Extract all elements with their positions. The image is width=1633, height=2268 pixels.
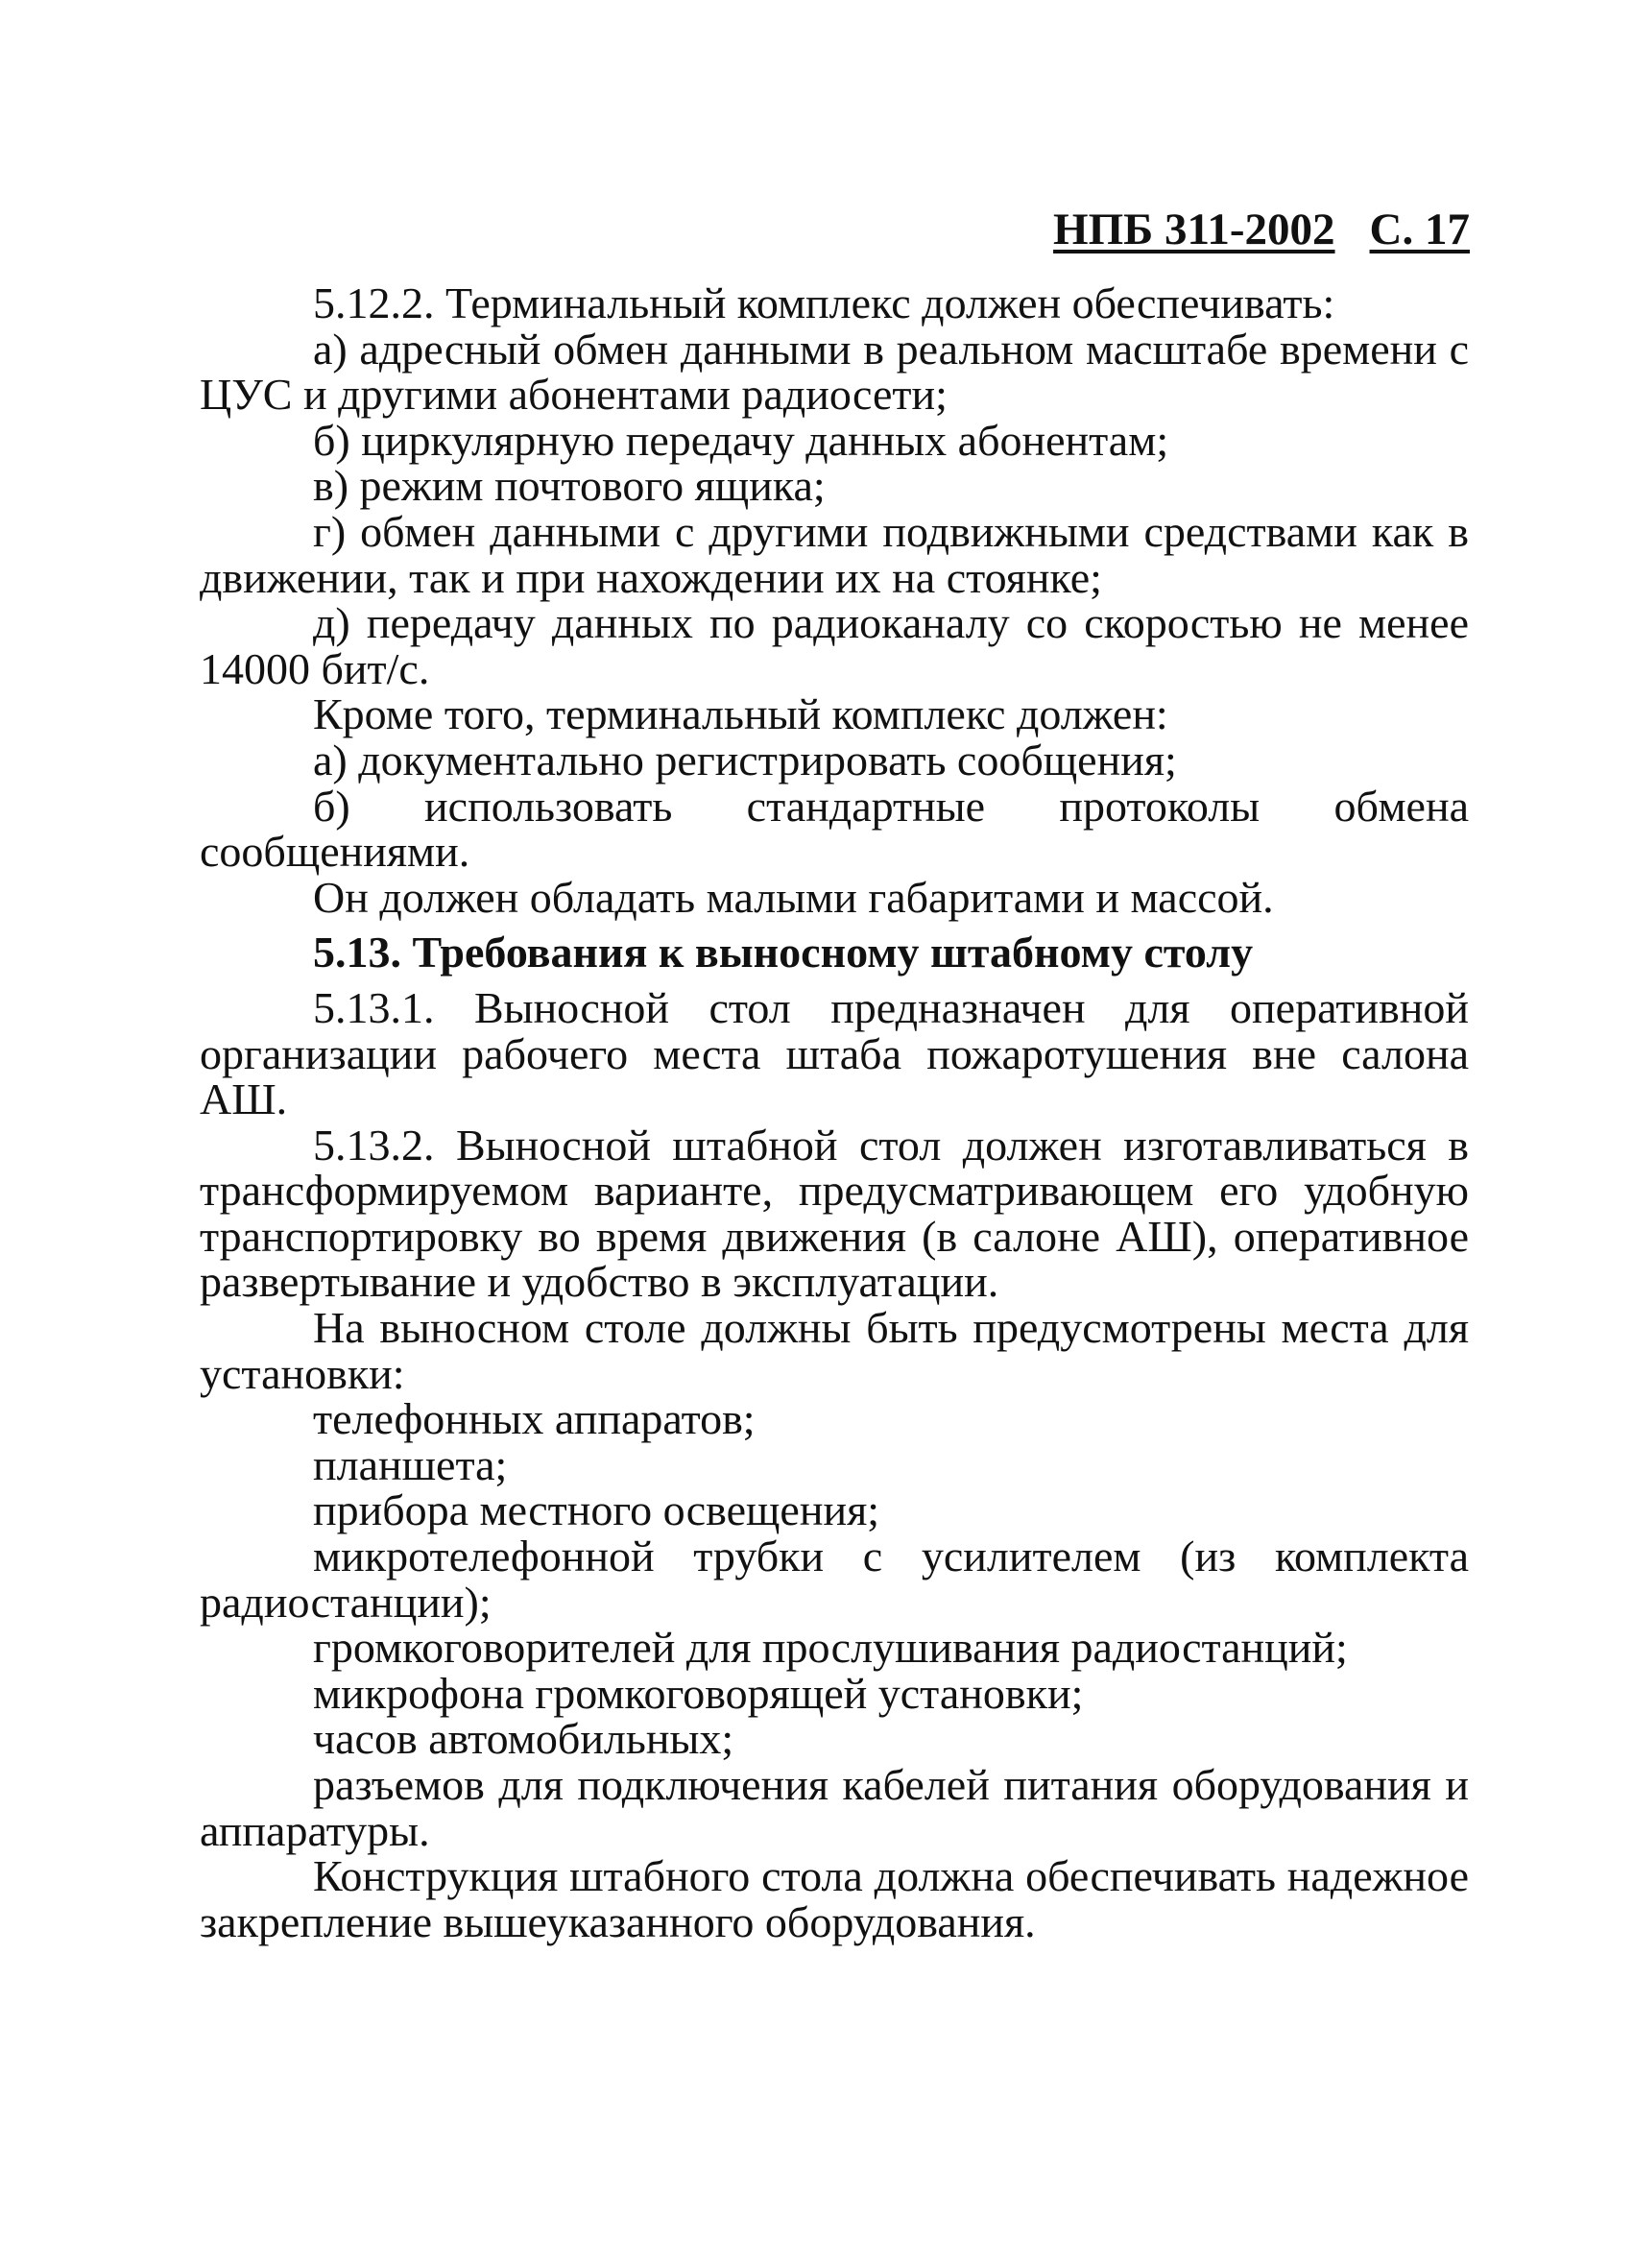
section-heading-5-13: 5.13. Требования к выносному штабному столу	[313, 928, 1254, 977]
list-item-b: б) циркулярную передачу данных абонентам;	[313, 415, 1169, 465]
list-item-b2: б) использовать стандартные протоколы обмена сообщениями.	[200, 781, 1469, 877]
list-item-clock: часов автомобильных;	[313, 1714, 734, 1764]
document-number: НПБ 311-2002	[1053, 205, 1335, 254]
list-item-connectors: разъемов для подключения кабелей питания оборудования и аппаратуры.	[200, 1760, 1469, 1855]
list-item-g: г) обмен данными с другими подвижными средствами как в движении, так и при нахождении их на стоянке;	[200, 506, 1469, 602]
paragraph-places: На выносном столе должны быть предусмотрены места для установки:	[200, 1303, 1469, 1398]
list-item-handset: микротелефонной трубки с усилителем (из комплекта радиостанции);	[200, 1532, 1469, 1627]
list-item-phones: телефонных аппаратов;	[313, 1394, 756, 1444]
paragraph-additionally: Кроме того, терминальный комплекс должен:	[313, 689, 1168, 739]
page-number: С. 17	[1369, 205, 1470, 254]
list-item-speakers: громкоговорителей для прослушивания радиостанций;	[313, 1623, 1348, 1673]
list-item-microphone: микрофона громкоговорящей установки;	[313, 1668, 1084, 1718]
page-header	[1053, 204, 1470, 255]
paragraph-5-12-2: 5.12.2. Терминальный комплекс должен обеспечивать:	[313, 278, 1335, 327]
list-item-d: д) передачу данных по радиоканалу со скоростью не менее 14000 бит/с.	[200, 598, 1469, 693]
paragraph-5-13-1: 5.13.1. Выносной стол предназначен для оперативной организации рабочего места штаба пожаротушения вне салона АШ.	[200, 982, 1469, 1124]
paragraph-5-13-2: 5.13.2. Выносной штабной стол должен изготавливаться в трансформируемом варианте, предусматривающем его удобную транспортировку во время движения (в салоне АШ), оперативное развертывание и удобство в эксплуатации.	[200, 1120, 1469, 1307]
paragraph-size-mass: Он должен обладать малыми габаритами и массой.	[313, 872, 1274, 922]
body-text	[200, 280, 1469, 1944]
list-item-lighting: прибора местного освещения;	[313, 1485, 880, 1535]
list-item-a2: а) документально регистрировать сообщения;	[313, 735, 1177, 784]
list-item-tablet: планшета;	[313, 1439, 508, 1489]
list-item-v: в) режим почтового ящика;	[313, 461, 826, 511]
list-item-a: а) адресный обмен данными в реальном масштабе времени с ЦУС и другими абонентами радиосети;	[200, 324, 1469, 420]
paragraph-construction: Конструкция штабного стола должна обеспечивать надежное закрепление вышеуказанного оборудования.	[200, 1851, 1469, 1946]
